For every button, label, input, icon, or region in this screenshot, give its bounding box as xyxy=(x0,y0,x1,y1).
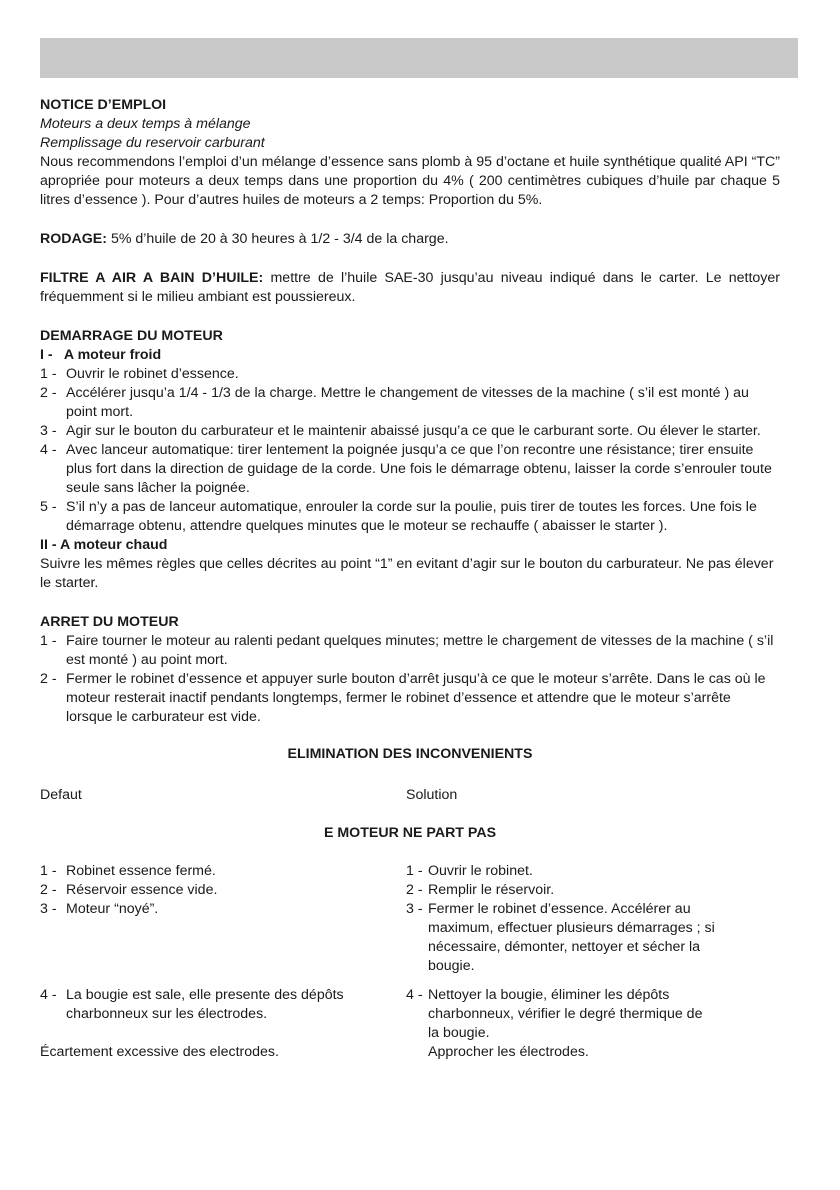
list-item xyxy=(40,365,780,384)
table-row xyxy=(40,881,780,900)
step-text: Ouvrir le robinet d’essence. xyxy=(66,366,239,382)
solution-number: 4 - xyxy=(406,987,423,1003)
table-row xyxy=(40,1043,780,1062)
solution-text: Ouvrir le robinet. xyxy=(428,863,533,879)
list-item xyxy=(40,498,780,536)
defaut-number: 4 - xyxy=(40,987,57,1003)
solution-text: Nettoyer la bougie, éliminer les dépôts charbonneux, vérifier le degré thermique de la bougie. xyxy=(428,987,703,1041)
table-row xyxy=(40,900,780,976)
step-number: 4 - xyxy=(40,442,57,458)
step-text: Faire tourner le moteur au ralenti pedant quelques minutes; mettre le chargement de vitesses de la machine ( s’il est monté ) au point mort. xyxy=(66,633,774,668)
header-bar xyxy=(40,38,798,78)
solution-number: 1 - xyxy=(406,863,423,879)
document-body xyxy=(40,96,780,1062)
list-item xyxy=(40,441,780,498)
troubleshooting-table xyxy=(40,862,780,1062)
notice-paragraph: Nous recommendons l’emploi d’un mélange d’essence sans plomb à 95 d’octane et huile synthétique qualité API “TC” apropriée pour moteurs a deux temps dans une proportion du 4% ( 200 centimètres cubiques d’huile par chaque 5 litres d’essence ). Pour d’autres huiles de moteurs a 2 temps: Proportion du 5%. xyxy=(40,154,780,208)
cold-start-steps xyxy=(40,365,780,536)
extra-solution-text: Approcher les électrodes. xyxy=(428,1044,589,1060)
solution-number: 3 - xyxy=(406,901,423,917)
step-number: 2 - xyxy=(40,385,57,401)
filtre-text: mettre de l’huile SAE-30 jusqu’au niveau indiqué dans le carter. Le nettoyer fréquemment si le milieu ambiant est poussiereux. xyxy=(40,270,780,305)
demarrage-title: DEMARRAGE DU MOTEUR xyxy=(40,328,223,344)
col-defaut: Defaut xyxy=(40,787,82,803)
elimination-title: ELIMINATION DES INCONVENIENTS xyxy=(287,746,533,762)
notice-subtitle-1: Moteurs a deux temps à mélange xyxy=(40,116,251,132)
solution-text: Fermer le robinet d’essence. Accélérer au maximum, effectuer plusieurs démarrages ; si nécessaire, démonter, nettoyer et sécher la bougie. xyxy=(428,901,715,974)
filtre-label: FILTRE A AIR A BAIN D’HUILE: xyxy=(40,270,264,286)
rodage-label: RODAGE: xyxy=(40,231,107,247)
solution-number: 2 - xyxy=(406,882,423,898)
notice-subtitle-2: Remplissage du reservoir carburant xyxy=(40,135,265,151)
rodage-text: 5% d’huile de 20 à 30 heures à 1/2 - 3/4 de la charge. xyxy=(107,231,449,247)
list-item xyxy=(40,670,780,727)
table-row xyxy=(40,986,780,1043)
defaut-text: Moteur “noyé”. xyxy=(66,901,159,917)
step-text: Avec lanceur automatique: tirer lentement la poignée jusqu’a ce que l’on recontre une résistance; tirer ensuite plus fort dans la direction de guidage de la corde. Une fois le démarrage obtenu, laisser la corde s’enrouler toute seule sans lâcher la poignée. xyxy=(66,442,772,496)
hot-start-text: Suivre les mêmes règles que celles décrites au point “1” en evitant d’agir sur le bouton du carburateur. Ne pas élever le starter. xyxy=(40,556,774,591)
extra-defaut-text: Écartement excessive des electrodes. xyxy=(40,1044,279,1060)
filtre-paragraph xyxy=(40,269,780,307)
step-text: Agir sur le bouton du carburateur et le maintenir abaissé jusqu’a ce que le carburant sorte. Ou élever le starter. xyxy=(66,423,761,439)
col-solution: Solution xyxy=(406,787,458,803)
rodage-paragraph xyxy=(40,230,780,249)
arret-title: ARRET DU MOTEUR xyxy=(40,614,179,630)
step-text: S’il n’y a pas de lanceur automatique, enrouler la corde sur la poulie, puis tirer de toutes les forces. Une fois le démarrage obtenu, attendre quelques minutes que le moteur se rechauffe ( abaisser le starter ). xyxy=(66,499,757,534)
solution-text: Remplir le réservoir. xyxy=(428,882,555,898)
cold-start-title: I - A moteur froid xyxy=(40,347,162,363)
list-item xyxy=(40,632,780,670)
step-number: 3 - xyxy=(40,423,57,439)
defaut-text: La bougie est sale, elle presente des dépôts charbonneux sur les électrodes. xyxy=(66,987,344,1022)
hot-start-title: II - A moteur chaud xyxy=(40,537,168,553)
step-number: 1 - xyxy=(40,366,57,382)
defaut-text: Réservoir essence vide. xyxy=(66,882,218,898)
troubleshooting-header xyxy=(40,786,780,805)
arret-steps xyxy=(40,632,780,727)
list-item xyxy=(40,422,780,441)
step-number: 2 - xyxy=(40,671,57,687)
defaut-number: 1 - xyxy=(40,863,57,879)
list-item xyxy=(40,384,780,422)
notice-title: NOTICE D’EMPLOI xyxy=(40,97,167,113)
step-number: 5 - xyxy=(40,499,57,515)
problem-title: E MOTEUR NE PART PAS xyxy=(323,825,497,841)
step-number: 1 - xyxy=(40,633,57,649)
step-text: Accélérer jusqu’a 1/4 - 1/3 de la charge. Mettre le changement de vitesses de la machine ( s’il est monté ) au point mort. xyxy=(66,385,749,420)
defaut-number: 3 - xyxy=(40,901,57,917)
step-text: Fermer le robinet d’essence et appuyer surle bouton d’arrêt jusqu’à ce que le moteur s’arrête. Dans le cas où le moteur resterait inactif pendants longtemps, fermer le robinet d’essence et attendre que le moteur s’arrête lorsque le carburateur est vide. xyxy=(66,671,766,725)
defaut-number: 2 - xyxy=(40,882,57,898)
defaut-text: Robinet essence fermé. xyxy=(66,863,216,879)
table-row xyxy=(40,862,780,881)
